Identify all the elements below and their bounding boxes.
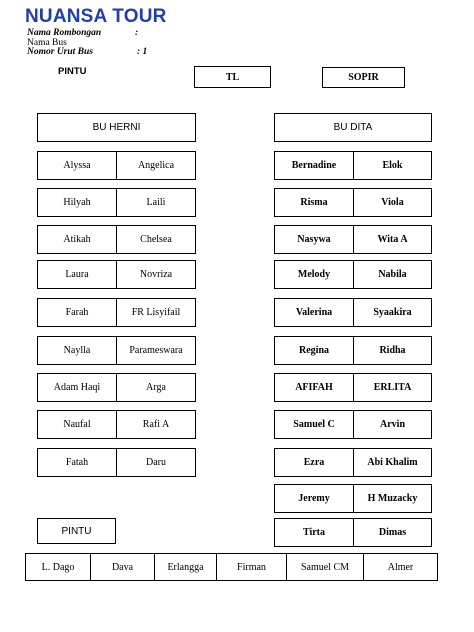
field-nomor-urut-bus-value: : 1 xyxy=(137,47,148,57)
seat-back-3: Erlangga xyxy=(154,553,217,581)
seat-right-11-window: Dimas xyxy=(353,518,432,547)
seat-left-4-aisle: Novriza xyxy=(116,260,196,289)
seat-left-5-aisle: FR Lisyifail xyxy=(116,298,196,327)
front-door-label: PINTU xyxy=(58,66,87,77)
field-nama-rombongan-sep: : xyxy=(135,28,139,38)
seat-right-5-window: Syaakira xyxy=(353,298,432,327)
seat-right-4-window: Nabila xyxy=(353,260,432,289)
seat-back-1: L. Dago xyxy=(25,553,91,581)
seat-left-8-aisle: Rafi A xyxy=(116,410,196,439)
field-nama-bus-label: Nama Bus xyxy=(27,38,67,48)
seat-right-5-aisle: Valerina xyxy=(274,298,354,327)
tl-seat: TL xyxy=(194,66,271,88)
seat-right-4-aisle: Melody xyxy=(274,260,354,289)
seat-right-3-window: Wita A xyxy=(353,225,432,254)
company-title: NUANSA TOUR xyxy=(25,6,167,27)
seat-right-9-aisle: Ezra xyxy=(274,448,354,477)
seat-left-7-aisle: Arga xyxy=(116,373,196,402)
seat-right-10-window: H Muzacky xyxy=(353,484,432,513)
seat-left-7-window: Adam Haqi xyxy=(37,373,117,402)
seat-right-3-aisle: Nasywa xyxy=(274,225,354,254)
driver-seat: SOPIR xyxy=(322,67,405,88)
rear-door: PINTU xyxy=(37,518,116,544)
seat-right-9-window: Abi Khalim xyxy=(353,448,432,477)
field-nama-rombongan-label: Nama Rombongan xyxy=(27,28,102,38)
seat-back-5: Samuel CM xyxy=(286,553,364,581)
seat-left-6-window: Naylla xyxy=(37,336,117,365)
seat-right-7-window: ERLITA xyxy=(353,373,432,402)
seat-right-1-window: Elok xyxy=(353,151,432,180)
seat-left-1-window: Alyssa xyxy=(37,151,117,180)
seat-right-1-aisle: Bernadine xyxy=(274,151,354,180)
left-leader-seat: BU HERNI xyxy=(37,113,196,142)
seat-left-3-window: Atikah xyxy=(37,225,117,254)
seat-left-1-aisle: Angelica xyxy=(116,151,196,180)
seat-left-2-aisle: Laili xyxy=(116,188,196,217)
seat-right-2-aisle: Risma xyxy=(274,188,354,217)
seat-right-8-aisle: Samuel C xyxy=(274,410,354,439)
seat-right-8-window: Arvin xyxy=(353,410,432,439)
seat-right-10-aisle: Jeremy xyxy=(274,484,354,513)
seat-left-8-window: Naufal xyxy=(37,410,117,439)
seat-back-6: Almer xyxy=(363,553,438,581)
seat-left-6-aisle: Parameswara xyxy=(116,336,196,365)
seat-back-4: Firman xyxy=(216,553,287,581)
seat-right-11-aisle: Tirta xyxy=(274,518,354,547)
seat-left-9-window: Fatah xyxy=(37,448,117,477)
right-leader-seat: BU DITA xyxy=(274,113,432,142)
seat-right-6-window: Ridha xyxy=(353,336,432,365)
seat-right-2-window: Viola xyxy=(353,188,432,217)
seat-left-4-window: Laura xyxy=(37,260,117,289)
seat-right-7-aisle: AFIFAH xyxy=(274,373,354,402)
seat-back-2: Dava xyxy=(90,553,155,581)
seat-left-3-aisle: Chelsea xyxy=(116,225,196,254)
seat-right-6-aisle: Regina xyxy=(274,336,354,365)
seat-left-9-aisle: Daru xyxy=(116,448,196,477)
field-nomor-urut-bus-label: Nomor Urut Bus xyxy=(27,47,93,57)
seat-left-5-window: Farah xyxy=(37,298,117,327)
seat-left-2-window: Hilyah xyxy=(37,188,117,217)
